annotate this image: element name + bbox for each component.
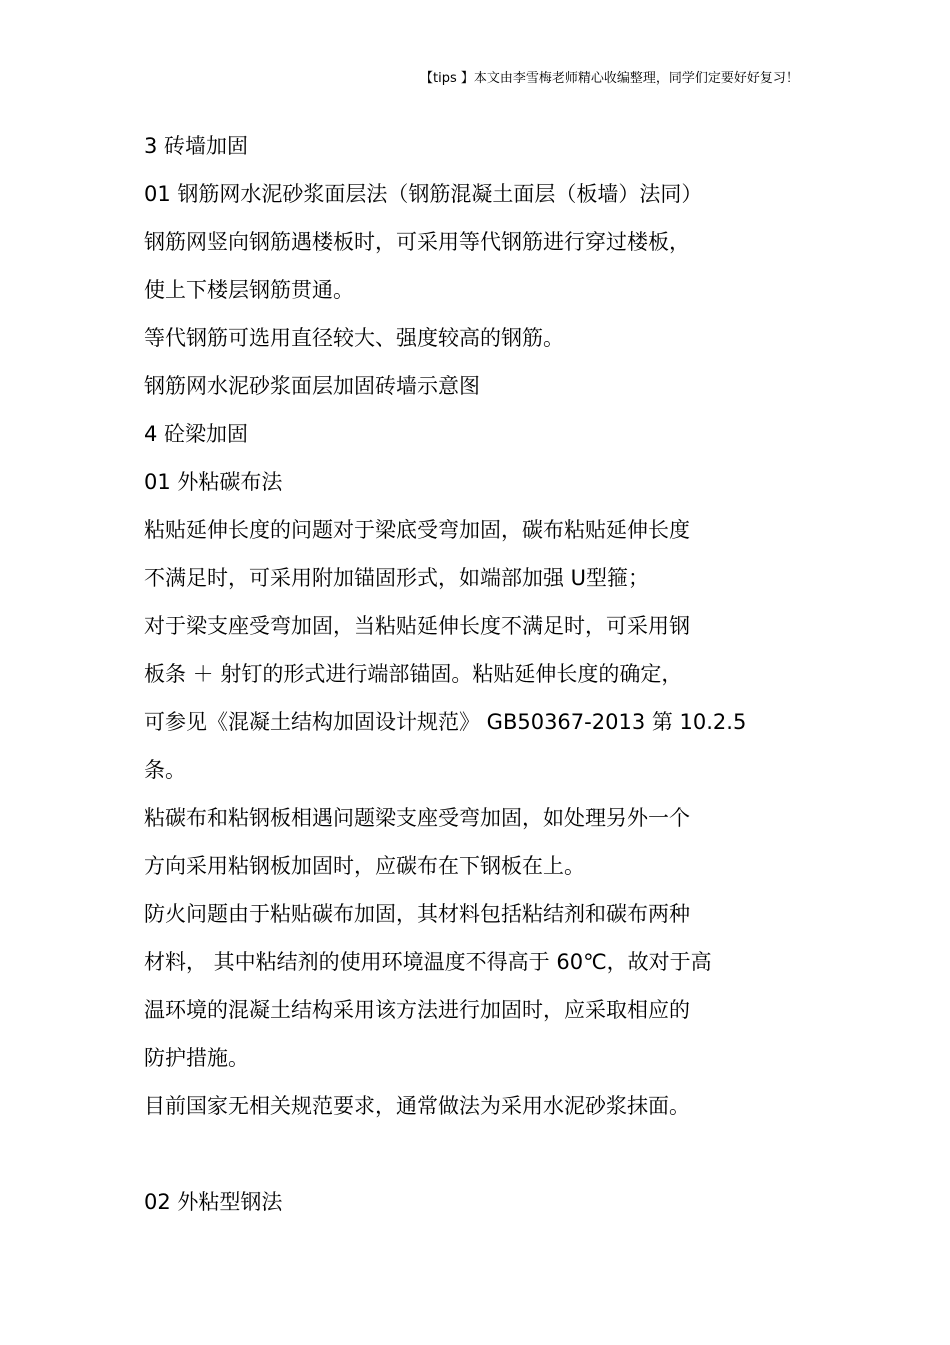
paragraph-line: 条。 bbox=[144, 758, 186, 782]
figure-caption: 钢筋网水泥砂浆面层加固砖墙示意图 bbox=[144, 374, 480, 398]
paragraph-line: 材料， 其中粘结剂的使用环境温度不得高于 60℃，故对于高 bbox=[144, 950, 712, 974]
paragraph-line: 方向采用粘钢板加固时，应碳布在下钢板在上。 bbox=[144, 854, 585, 878]
paragraph-line: 对于梁支座受弯加固，当粘贴延伸长度不满足时，可采用钢 bbox=[144, 614, 690, 638]
paragraph-line: 可参见《混凝土结构加固设计规范》 GB50367-2013 第 10.2.5 bbox=[144, 710, 747, 734]
paragraph-line: 板条 ＋ 射钉的形式进行端部锚固。粘贴延伸长度的确定， bbox=[144, 662, 683, 686]
paragraph-line: 粘贴延伸长度的问题对于梁底受弯加固，碳布粘贴延伸长度 bbox=[144, 518, 690, 542]
paragraph-line: 防护措施。 bbox=[144, 1046, 249, 1070]
section-heading-beam: 4 砼梁加固 bbox=[144, 422, 249, 446]
subsection-heading: 02 外粘型钢法 bbox=[144, 1190, 283, 1214]
section-heading-brick-wall: 3 砖墙加固 bbox=[144, 134, 249, 158]
subsection-heading: 01 钢筋网水泥砂浆面层法（钢筋混凝土面层（板墙）法同） bbox=[144, 182, 703, 206]
paragraph-line: 钢筋网竖向钢筋遇楼板时，可采用等代钢筋进行穿过楼板， bbox=[144, 230, 690, 254]
paragraph-line: 防火问题由于粘贴碳布加固，其材料包括粘结剂和碳布两种 bbox=[144, 902, 690, 926]
paragraph-line: 粘碳布和粘钢板相遇问题梁支座受弯加固，如处理另外一个 bbox=[144, 806, 690, 830]
paragraph-line: 目前国家无相关规范要求，通常做法为采用水泥砂浆抹面。 bbox=[144, 1094, 690, 1118]
paragraph-line: 不满足时，可采用附加锚固形式，如端部加强 U型箍； bbox=[144, 566, 650, 590]
header-tips: 【tips 】本文由李雪梅老师精心收编整理，同学们定要好好复习！ bbox=[420, 71, 799, 86]
paragraph-line: 等代钢筋可选用直径较大、强度较高的钢筋。 bbox=[144, 326, 564, 350]
subsection-heading: 01 外粘碳布法 bbox=[144, 470, 283, 494]
paragraph-line: 温环境的混凝土结构采用该方法进行加固时，应采取相应的 bbox=[144, 998, 690, 1022]
paragraph-line: 使上下楼层钢筋贯通。 bbox=[144, 278, 354, 302]
